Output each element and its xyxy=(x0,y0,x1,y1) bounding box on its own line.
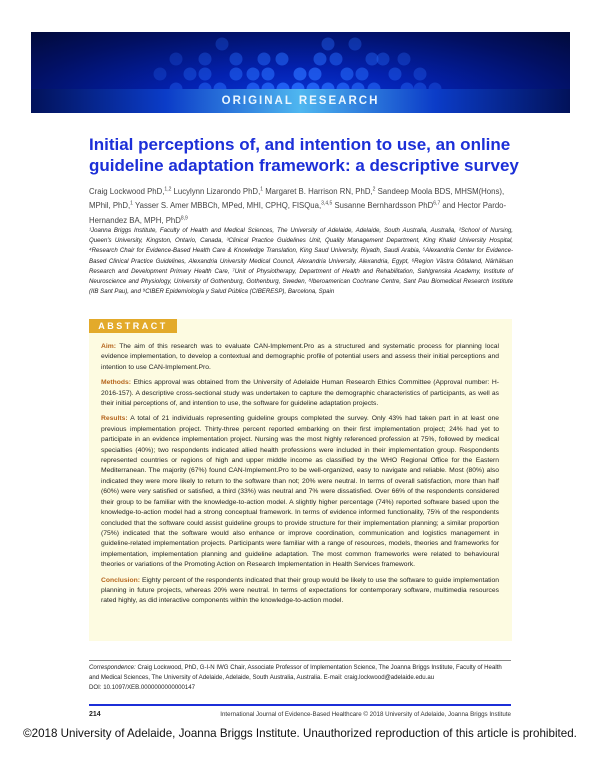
dot xyxy=(262,68,275,81)
dot xyxy=(414,68,427,81)
correspondence-text: Craig Lockwood, PhD, G-I-N IWG Chair, Associate Professor of Implementation Science, The Joanna Briggs Institute, Faculty of Health and Medical Sciences, The University of Adelaide, Adelaide, South Australia, Australia. E-mail: craig.lockwood@adelaide.edu.au xyxy=(89,664,502,682)
dot xyxy=(170,53,183,66)
dot xyxy=(398,53,411,66)
dot xyxy=(356,68,369,81)
abstract-conclusion xyxy=(101,576,499,607)
dot xyxy=(276,53,289,66)
footer-rule xyxy=(89,704,511,706)
dot xyxy=(294,68,307,81)
dot xyxy=(154,68,167,81)
dot xyxy=(199,68,212,81)
abstract-methods xyxy=(101,378,499,409)
dot xyxy=(216,38,229,51)
abstract-body xyxy=(101,342,499,612)
dot xyxy=(230,68,243,81)
author: Susanne Bernhardsson PhD$^{6,7}$ xyxy=(334,200,441,211)
dot xyxy=(309,68,322,81)
dot xyxy=(258,53,271,66)
dot xyxy=(349,38,362,51)
dot xyxy=(389,68,402,81)
abstract-aim xyxy=(101,342,499,373)
section-text: The aim of this research was to evaluate CAN-Implement.Pro as a structured and systematic process for planning local evidence implementation, to develop a contextual and demographic profile of potential users and assess their initial perceptions and intention to use CAN-Implement.Pro. xyxy=(101,343,499,371)
section-label: Aim: xyxy=(101,343,116,350)
correspondence-label: Correspondence: xyxy=(89,664,136,671)
section-banner xyxy=(31,32,570,113)
dot xyxy=(322,38,335,51)
section-text: Eighty percent of the respondents indicated that their group would be likely to use the software to guide implementation planning in future projects, whereas 20% were neutral. In terms of expectations for contemporary software, multimedia resources rated highly, as did interactive components within the knowledge-to-action model. xyxy=(101,576,499,605)
dot xyxy=(341,68,354,81)
dot xyxy=(377,53,390,66)
author: Lucylynn Lizarondo PhD,$^1$ xyxy=(173,186,264,196)
section-label: Conclusion: xyxy=(101,576,140,584)
correspondence xyxy=(89,660,511,694)
affiliations: ¹Joanna Briggs Institute, Faculty of Health and Medical Sciences, The University of Adelaide, Adelaide, South Australia, Australia, ²School of Nursing, Queen's University, Kingston, Ontario, Canada, ³Clinical Practice Guidelines Unit, Quality Management Department, King Khalid University Hospital, ⁴Research Chair for Evidence-Based Health Care & Knowledge Translation, King Saud University, Riyadh, Saudi Arabia, ⁵Alexandria Center for Evidence-Based Clinical Practice Guidelines, Alexandria University Medical Council, Alexandria University, Alexandria, Egypt, ⁶Region Västra Götaland, Närhälsan Research and Development Primary Health Care, ⁷Unit of Physiotherapy, Department of Health and Rehabilitation, Sahlgrenska Academy, Institute of Neuroscience and Physiology, University of Gothenburg, Gothenburg, Sweden, ⁸Iberoamerican Cochrane Centre, Sant Pau Biomedical Research Institute (IIB Sant Pau), and ⁹CIBER Epidemiología y Salud Pública (CIBERESP), Barcelona, Spain xyxy=(89,227,513,296)
section-text: Ethics approval was obtained from the University of Adelaide Human Research Ethics Committee (Approval number: H-2016-157). A descriptive cross-sectional study was undertaken to capture the demographic characteristics of participants, as well as their initial perceptions of, and intention to use, the software for guideline adaptation projects. xyxy=(101,379,499,408)
dot xyxy=(330,53,343,66)
author: Margaret B. Harrison RN, PhD,$^2$ xyxy=(265,186,376,196)
dot xyxy=(184,68,197,81)
abstract-heading: ABSTRACT xyxy=(89,319,177,333)
section-label: ORIGINAL RESEARCH xyxy=(31,89,570,113)
dot xyxy=(314,53,327,66)
dot xyxy=(199,53,212,66)
dot xyxy=(247,68,260,81)
author: Sandeep Moola BDS, MHSM(Hons), MPhil, PhD,$^1$ xyxy=(89,186,505,211)
author-list xyxy=(89,183,509,227)
abstract-results xyxy=(101,414,499,570)
dot xyxy=(230,53,243,66)
author: Yasser S. Amer MBBCh, MPed, MHI, CPHQ, FISQua,$^{3,4,5}$ xyxy=(134,200,333,211)
section-label: Methods: xyxy=(101,379,131,387)
doi: DOI: 10.1097/XEB.0000000000000147 xyxy=(89,684,196,692)
copyright-notice: ©2018 University of Adelaide, Joanna Briggs Institute. Unauthorized reproduction of this article is prohibited. xyxy=(23,727,577,740)
section-text: A total of 21 individuals representing guideline groups completed the survey. Only 43% had taken part in at least one previous implementation project. Thirty-three percent reported embarking on their first implementation project; 24% had yet to participate in an evidence implementation project. Nursing was the most highly referenced profession at 75%, followed by medical specialties (40%); two respondents indicated allied health professions were included in their implementation group. Respondents represented countries or regions of high and upper middle income as classified by the WHO Regional Office for the Eastern Mediterranean. The majority (67%) found CAN-Implement.Pro to be well-organized, easy to navigate and reliable. Most (80%) also indicated they were more likely to return to the software than not; 20% were neutral. In terms of overall satisfaction, more than half (60%) were very satisfied or satisfied, a third (33%) was neutral and 7% were dissatisfied. Over 66% of the respondents considered their group to be familiar with the knowledge-to-action model. A slightly higher percentage (74%) reported software based upon the knowledge-to-action model had a strong conceptual framework. In terms of evidence informed functionality, 75% of the respondents concluded that the software could assist guideline groups to provide structure for their implementation planning; a similar proportion (75%) indicated that the software would also enhance or improve coordination, communication and logistics management in guideline-related implementation projects. Participants were familiar with a range of resources, models, theories and frameworks for implementation, implementation planning and guideline adaptation. The most common frameworks were related to behavioural theories or variations of the Promoting Action on Research Implementation in Health Services framework. xyxy=(101,415,499,569)
author: Craig Lockwood PhD,$^{1,2}$ xyxy=(89,186,172,196)
page-number: 214 xyxy=(89,711,101,718)
article-title: Initial perceptions of, and intention to use, an online guideline adaptation framework: a descriptive survey xyxy=(89,135,519,175)
journal-footer: International Journal of Evidence-Based Healthcare © 2018 University of Adelaide, Joanna Briggs Institute xyxy=(220,711,511,718)
author: and Hector Pardo-Hernandez BA, MPH, PhD$^{8,9}$ xyxy=(89,201,507,225)
section-label: Results: xyxy=(101,415,128,423)
